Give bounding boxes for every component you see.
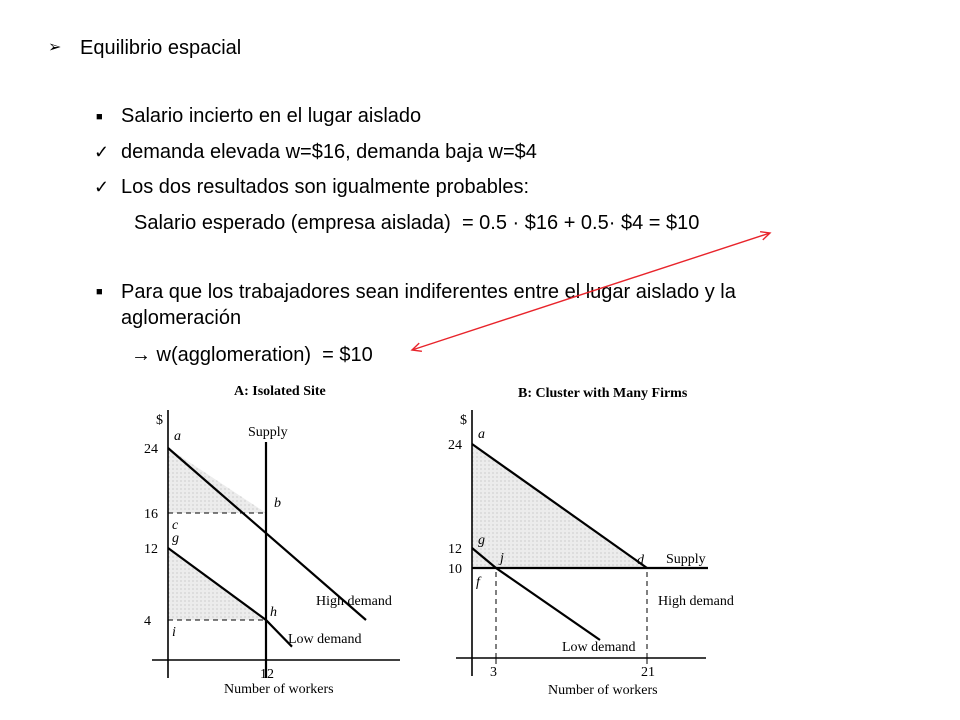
chart-title: B: Cluster with Many Firms	[518, 386, 688, 401]
x-tick-label: 21	[641, 665, 655, 680]
point-label-d: d	[637, 553, 644, 568]
y-tick-label: 12	[144, 542, 158, 557]
check-icon: ✓	[94, 177, 110, 197]
series-label-supply: Supply	[666, 552, 706, 567]
point-label-g: g	[172, 531, 179, 546]
expected-wage-line: Salario esperado (empresa aislada) = 0.5 · $16 + 0.5· $4 = $10	[134, 212, 700, 234]
series-label-supply: Supply	[248, 425, 288, 440]
point-label-a: a	[174, 429, 181, 444]
y-tick-label: 10	[448, 562, 462, 577]
point-label-f: f	[476, 575, 480, 590]
x-tick-label: 3	[490, 665, 497, 680]
x-tick-label: 12	[260, 667, 274, 682]
chart-isolated-site	[144, 384, 400, 697]
chart-title: A: Isolated Site	[234, 384, 326, 399]
arrow-bullet-icon: ➢	[48, 39, 62, 56]
point-label-g: g	[478, 533, 485, 548]
bullet-uncertain-wage: Salario incierto en el lugar aislado	[121, 105, 422, 127]
x-axis-label: Number of workers	[548, 683, 658, 698]
check-icon: ✓	[94, 142, 110, 162]
shaded-surplus-region	[168, 448, 266, 513]
point-label-c: c	[172, 518, 179, 533]
point-label-j: j	[500, 551, 504, 566]
bullet-indifference-line2: aglomeración	[121, 307, 242, 329]
series-label-low-demand: Low demand	[562, 640, 636, 655]
y-tick-label: 16	[144, 507, 158, 522]
point-label-a: a	[478, 427, 485, 442]
y-tick-label: 24	[144, 442, 158, 457]
bullet-indifference-line1: Para que los trabajadores sean indiferentes entre el lugar aislado y la	[121, 281, 736, 303]
y-axis-label: $	[156, 413, 163, 428]
series-label-high-demand: High demand	[658, 594, 734, 609]
check-equal-probability: Los dos resultados son igualmente probables:	[121, 176, 530, 198]
agglomeration-wage-line: → w(agglomeration) = $10	[131, 344, 373, 366]
y-tick-label: 12	[448, 542, 462, 557]
series-label-low-demand: Low demand	[288, 632, 362, 647]
heading: Equilibrio espacial	[80, 37, 242, 59]
x-axis-label: Number of workers	[224, 682, 334, 697]
chart-cluster-many-firms	[448, 386, 734, 698]
series-label-high-demand: High demand	[316, 594, 392, 609]
square-bullet-icon: ■	[96, 286, 103, 298]
check-demand-wages: demanda elevada w=$16, demanda baja w=$4	[121, 141, 537, 163]
square-bullet-icon: ■	[96, 111, 103, 123]
point-label-i: i	[172, 625, 176, 640]
y-tick-label: 24	[448, 438, 462, 453]
point-label-b: b	[274, 496, 281, 511]
red-connector-arrow	[412, 232, 770, 352]
y-axis-label: $	[460, 413, 467, 428]
point-label-h: h	[270, 605, 277, 620]
connector-line	[412, 233, 770, 350]
y-tick-label: 4	[144, 614, 151, 629]
